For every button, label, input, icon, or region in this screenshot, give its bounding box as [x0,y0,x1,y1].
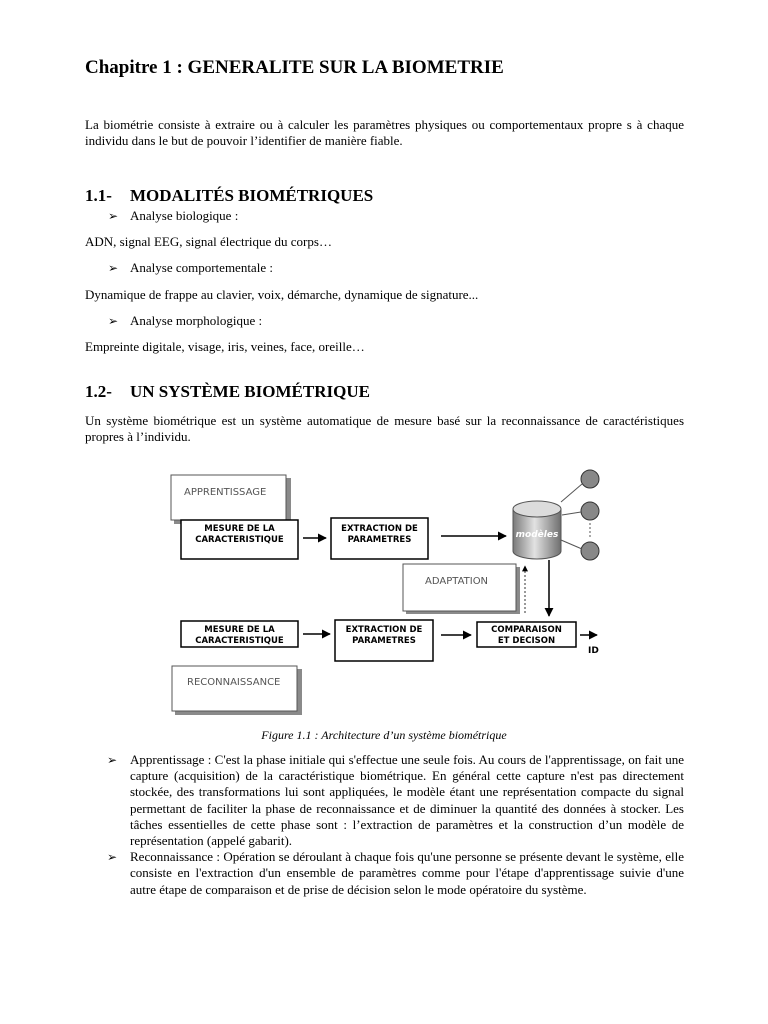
bullet-label: Analyse comportementale : [130,260,273,275]
svg-text:PARAMETRES: PARAMETRES [352,636,416,646]
adaptation-box [403,564,520,614]
svg-text:MESURE DE LA: MESURE DE LA [204,625,275,635]
section-number: 1.1- [85,186,112,205]
section2-paragraph: Un système biométrique est un système automatique de mesure basé sur la reconnaissance de caractéristiques propres à l’individu. [85,413,684,444]
chapter-title: Chapitre 1 : GENERALITE SUR LA BIOMETRIE [85,57,504,78]
list-item-text: Apprentissage : C'est la phase initiale qui s'effectue une seule fois. Au cours de l'apprentissage, on fait une capture (acquisition) de la caractéristique biométrique. En général cette capture n'est pas directement stockée, des transformations lui sont appliquées, le modèle étant une représentation compacte du signal permettant de faciliter la phase de reconnaissance et de diminuer la quantité des données à stocker. Les tâches essentielles de cette phase sont : l’extraction de paramètres et la construction d’un modèle de représentation (appelé gabarit). [130,752,684,849]
arrow-bullet-icon: ➢ [108,314,119,328]
models-label: modèles [515,530,559,540]
list-item-text: Reconnaissance : Opération se déroulant à chaque fois qu'une personne se présente devant le système, elle consiste en l'extraction d'un ensemble de paramètres comme pour l'étape d'apprentissage suivie d'une autre étape de comparaison et de prise de décision selon le mode opératoire du système. [130,849,684,897]
reconnaissance-box [172,666,302,715]
body-line: ADN, signal EEG, signal électrique du corps… [85,234,332,249]
section-number: 1.2- [85,382,112,401]
figure-caption: Figure 1.1 : Architecture d’un système biométrique [261,728,507,742]
body-line: Dynamique de frappe au clavier, voix, démarche, dynamique de signature... [85,287,479,302]
arrow-bullet-icon: ➢ [108,261,119,275]
arrow-bullet-icon: ➢ [108,209,119,223]
adaptation-label: ADAPTATION [425,576,489,587]
list-item [107,849,684,898]
svg-text:ET DECISON: ET DECISON [497,636,556,646]
apprentissage-label: APPRENTISSAGE [184,487,267,498]
section-title: MODALITÉS BIOMÉTRIQUES [130,186,374,205]
models-database-icon [513,501,561,559]
svg-text:CARACTERISTIQUE: CARACTERISTIQUE [195,535,284,545]
extraction-box-top [331,518,428,559]
mesure-box-top [181,520,298,559]
arrow-bullet-icon: ➢ [107,753,118,767]
svg-text:PARAMETRES: PARAMETRES [347,535,412,545]
intro-paragraph: La biométrie consiste à extraire ou à calculer les paramètres physiques ou comportementaux propre s à chaque individu dans le but de pouvoir l’identifier de manière fiable. [85,117,684,148]
arrow-bullet-icon: ➢ [107,850,118,865]
section-title: UN SYSTÈME BIOMÉTRIQUE [130,382,370,401]
user-circles [561,470,599,560]
svg-text:COMPARAISON: COMPARAISON [491,625,562,635]
bullet-label: Analyse morphologique : [130,313,263,328]
mesure-box-bottom [181,621,298,647]
svg-text:CARACTERISTIQUE: CARACTERISTIQUE [195,636,284,646]
reconnaissance-label: RECONNAISSANCE [187,677,281,688]
bullet-label: Analyse biologique : [130,208,239,223]
list-item [107,752,684,849]
svg-text:MESURE DE LA: MESURE DE LA [204,524,275,534]
phase-bullet-list [107,752,684,898]
body-line: Empreinte digitale, visage, iris, veines, face, oreille… [85,339,365,354]
apprentissage-box [171,475,291,524]
extraction-box-bottom [335,620,433,661]
svg-text:EXTRACTION DE: EXTRACTION DE [345,625,423,635]
comparaison-box [477,622,576,647]
svg-text:EXTRACTION DE: EXTRACTION DE [341,524,418,534]
id-label: ID [588,646,599,656]
